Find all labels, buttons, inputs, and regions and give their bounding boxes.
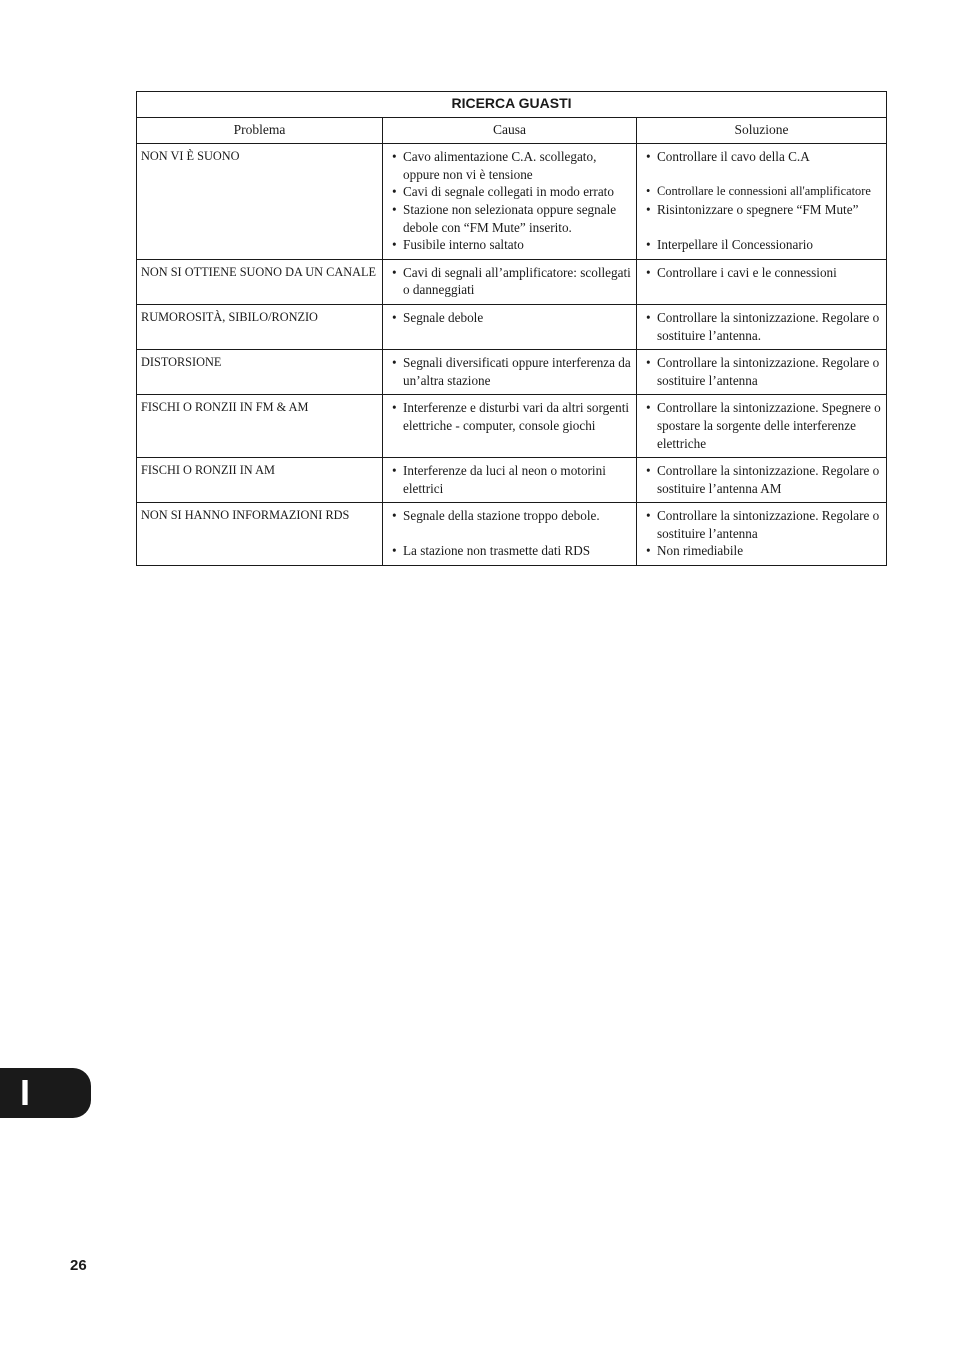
cause-item: • Cavi di segnale collegati in modo errato [391, 183, 632, 201]
cause-cell [383, 350, 637, 395]
spacer [645, 219, 882, 237]
solution-item: • Risintonizzare o spegnere “FM Mute” [645, 201, 882, 219]
cause-item: • Segnale della stazione troppo debole. [391, 507, 632, 525]
table-row [137, 458, 887, 503]
section-tab-letter: I [20, 1072, 31, 1113]
solution-cell [637, 259, 887, 304]
cause-cell [383, 144, 637, 260]
table-row [137, 503, 887, 566]
solution-item: • Interpellare il Concessionario [645, 236, 882, 254]
cause-item: • Interferenze e disturbi vari da altri sorgenti elettriche - computer, console giochi [391, 399, 632, 434]
cause-item: • Cavo alimentazione C.A. scollegato, oppure non vi è tensione [391, 148, 632, 183]
solution-cell [637, 350, 887, 395]
table-row [137, 395, 887, 458]
column-header-solution: Soluzione [637, 117, 887, 144]
page-number: 26 [70, 1257, 87, 1274]
solution-item: • Non rimediabile [645, 542, 882, 560]
cause-cell [383, 503, 637, 566]
table-row [137, 350, 887, 395]
solution-cell [637, 503, 887, 566]
solution-item: • Controllare la sintonizzazione. Spegnere o spostare la sorgente delle interferenze elettriche [645, 399, 882, 452]
problem-cell: RUMOROSITÀ, SIBILO/RONZIO [137, 304, 383, 349]
solution-item: • Controllare la sintonizzazione. Regolare o sostituire l’antenna. [645, 309, 882, 344]
column-header-problem: Problema [137, 117, 383, 144]
cause-cell [383, 259, 637, 304]
spacer [391, 525, 632, 543]
solution-cell [637, 395, 887, 458]
solution-item: • Controllare la sintonizzazione. Regolare o sostituire l’antenna AM [645, 462, 882, 497]
problem-cell: FISCHI O RONZII IN FM & AM [137, 395, 383, 458]
problem-cell: NON SI HANNO INFORMAZIONI RDS [137, 503, 383, 566]
solution-cell [637, 304, 887, 349]
cause-item: • La stazione non trasmette dati RDS [391, 542, 632, 560]
column-header-cause: Causa [383, 117, 637, 144]
solution-item: • Controllare le connessioni all'amplificatore [645, 183, 882, 201]
solution-item: • Controllare il cavo della C.A [645, 148, 882, 166]
solution-item: • Controllare la sintonizzazione. Regolare o sostituire l’antenna [645, 507, 882, 542]
cause-item: • Fusibile interno saltato [391, 236, 632, 254]
problem-cell: NON VI È SUONO [137, 144, 383, 260]
cause-cell [383, 395, 637, 458]
cause-item: • Interferenze da luci al neon o motorini elettrici [391, 462, 632, 497]
table-row [137, 259, 887, 304]
problem-cell: FISCHI O RONZII IN AM [137, 458, 383, 503]
troubleshooting-table [136, 91, 887, 566]
solution-cell [637, 458, 887, 503]
solution-cell [637, 144, 887, 260]
cause-item: • Stazione non selezionata oppure segnale debole con “FM Mute” inserito. [391, 201, 632, 236]
cause-cell [383, 458, 637, 503]
table-row [137, 144, 887, 260]
cause-item: • Segnale debole [391, 309, 632, 327]
cause-cell [383, 304, 637, 349]
spacer [645, 166, 882, 184]
problem-cell: NON SI OTTIENE SUONO DA UN CANALE [137, 259, 383, 304]
cause-item: • Cavi di segnali all’amplificatore: scollegati o danneggiati [391, 264, 632, 299]
section-tab [0, 1068, 91, 1118]
problem-cell: DISTORSIONE [137, 350, 383, 395]
solution-item: • Controllare i cavi e le connessioni [645, 264, 882, 282]
table-title: RICERCA GUASTI [137, 92, 887, 118]
table-row [137, 304, 887, 349]
solution-item: • Controllare la sintonizzazione. Regolare o sostituire l’antenna [645, 354, 882, 389]
cause-item: • Segnali diversificati oppure interferenza da un’altra stazione [391, 354, 632, 389]
